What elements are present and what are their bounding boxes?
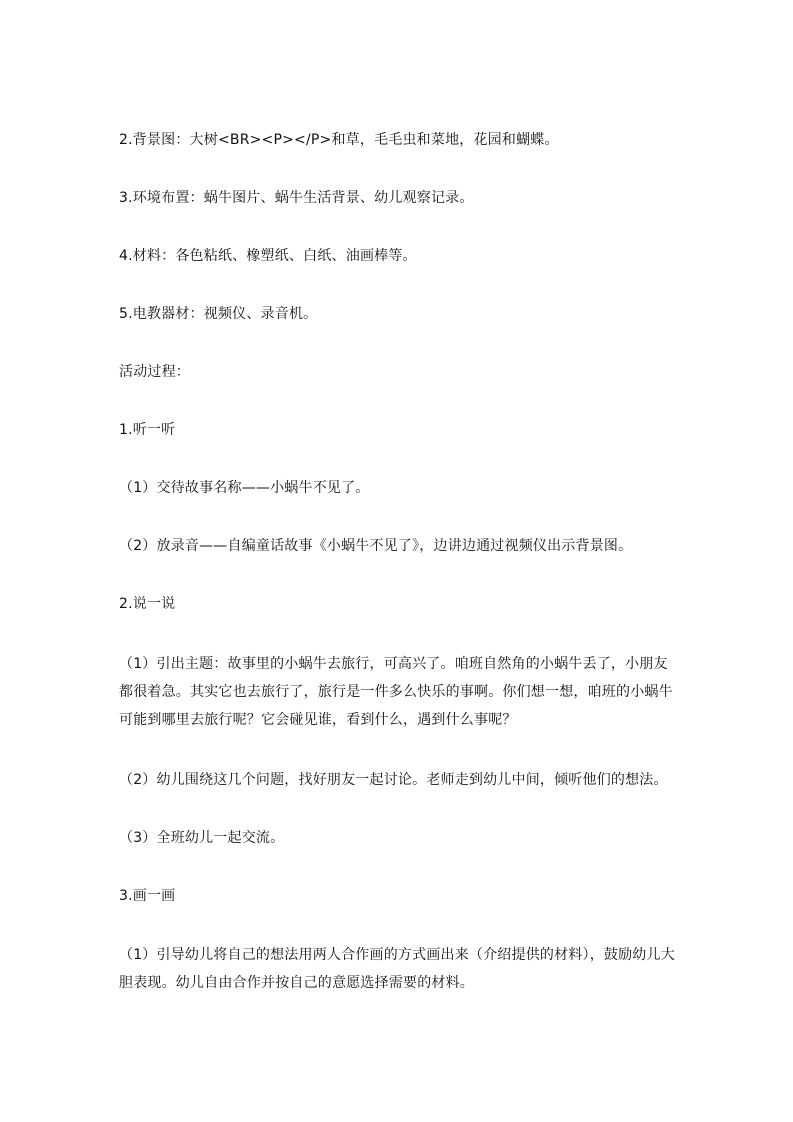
paragraph-listen-2: （2）放录音——自编童话故事《小蜗牛不见了》，边讲边通过视频仪出示背景图。 <box>119 538 633 554</box>
step-heading-speak: 2.说一说 <box>119 596 176 612</box>
paragraph-materials: 4.材料：各色粘纸、橡塑纸、白纸、油画棒等。 <box>119 248 417 264</box>
paragraph-draw-1: （1）引导幼儿将自己的想法用两人合作画的方式画出来（介绍提供的材料），鼓励幼儿大胆表现。幼儿自由合作并按自己的意愿选择需要的材料。 <box>119 947 675 991</box>
paragraph-speak-3: （3）全班幼儿一起交流。 <box>119 830 285 846</box>
paragraph-speak-1: （1）引出主题：故事里的小蜗牛去旅行，可高兴了。咱班自然角的小蜗牛丢了，小朋友都很着急。其实它也去旅行了，旅行是一件多么快乐的事啊。你们想一想，咱班的小蜗牛可能到哪里去旅行呢？它会碰见谁，看到什么，遇到什么事呢？ <box>119 656 673 728</box>
paragraph-background-picture: 2.背景图：大树<BR><P></P>和草，毛毛虫和菜地，花园和蝴蝶。 <box>119 132 559 148</box>
paragraph-environment-setup: 3.环境布置：蜗牛图片、蜗牛生活背景、幼儿观察记录。 <box>119 190 474 206</box>
step-heading-draw: 3.画一画 <box>119 888 176 904</box>
paragraph-listen-1: （1）交待故事名称——小蜗牛不见了。 <box>119 480 370 496</box>
section-heading-activity-process: 活动过程： <box>119 364 190 380</box>
step-heading-listen: 1.听一听 <box>119 422 176 438</box>
paragraph-av-equipment: 5.电教器材：视频仪、录音机。 <box>119 306 318 322</box>
paragraph-speak-2: （2）幼儿围绕这几个问题，找好朋友一起讨论。老师走到幼儿中间，倾听他们的想法。 <box>119 772 668 788</box>
